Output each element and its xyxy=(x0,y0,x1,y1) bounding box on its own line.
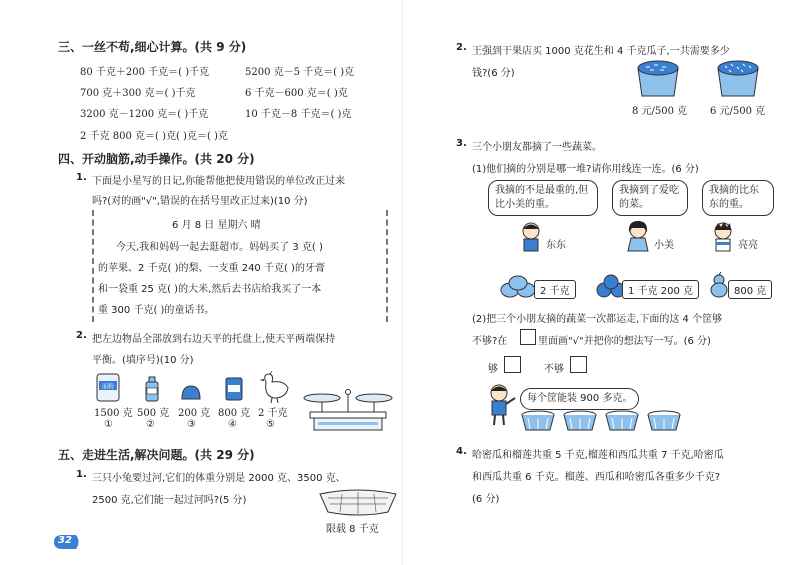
r-q3-part2-line2b: 里面画"√"并把你的想法写一写。(6 分) xyxy=(538,336,711,347)
item-2-weight: 500 克 xyxy=(137,408,170,419)
item-5-weight: 2 千克 xyxy=(258,408,288,419)
inline-checkbox-example xyxy=(520,329,536,345)
item-4-weight: 800 克 xyxy=(218,408,251,419)
pumpkin-pile-icon xyxy=(500,274,536,302)
item-3-weight: 200 克 xyxy=(178,408,211,419)
q5-1-number: 1. xyxy=(76,469,87,480)
boy-liangliang-icon xyxy=(712,222,734,256)
calc-row-1-a: 80 千克＋200 千克＝( )千克 xyxy=(80,67,210,78)
diary-line-3: 和一袋重 25 克( )的大米,然后去书店给我买了一本 xyxy=(98,284,322,295)
bubble-xiaomei: 我摘到了爱吃的菜。 xyxy=(612,180,688,216)
section-4-title: 四、开动脑筋,动手操作。(共 20 分) xyxy=(58,152,255,166)
bottle-icon xyxy=(144,376,160,406)
bubble-liangliang: 我摘的比东东的重。 xyxy=(702,180,774,216)
calc-row-2-b: 6 千克－600 克＝( )克 xyxy=(245,88,348,99)
kid-dongdong: 东东 xyxy=(546,240,566,251)
q4-1-text-line1: 下面是小星写的日记,你能帮他把使用错误的单位改正过来 xyxy=(92,176,346,187)
gourd-icon xyxy=(708,272,730,302)
item-3-number: ③ xyxy=(187,419,196,430)
peanut-price: 8 元/500 克 xyxy=(632,106,688,117)
enough-label: 够 xyxy=(488,364,498,375)
r-q4-text-line2: 和西瓜共重 6 千克。榴莲、西瓜和哈密瓜各重多少千克? xyxy=(472,472,721,483)
diary-header: 6 月 8 日 星期六 晴 xyxy=(172,220,261,231)
r-q4-text-line3: (6 分) xyxy=(472,494,500,505)
peanut-bowl-icon xyxy=(636,58,680,102)
page-number-badge xyxy=(52,533,82,551)
enough-checkbox[interactable] xyxy=(504,356,521,373)
can-icon xyxy=(224,376,244,406)
r-q3-part2-line2a: 不够?在 xyxy=(472,336,508,347)
balance-scale-icon xyxy=(300,380,396,438)
r-q3-part2-line1: (2)把三个小朋友摘的蔬菜一次都运走,下面的这 4 个筐够 xyxy=(472,314,723,325)
flour-bag-icon xyxy=(96,372,120,406)
not-enough-label: 不够 xyxy=(544,364,564,375)
boat-icon xyxy=(318,484,398,522)
page-number: 32 xyxy=(58,535,72,546)
item-1-weight: 1500 克 xyxy=(94,408,133,419)
girl-xiaomei-icon xyxy=(626,220,650,256)
bun-icon xyxy=(181,383,201,405)
basket-speech: 每个筐能装 900 多克。 xyxy=(520,388,639,410)
basket-3-icon xyxy=(604,410,640,436)
basket-4-icon xyxy=(646,410,682,436)
seed-price: 6 元/500 克 xyxy=(710,106,766,117)
q4-1-text-line2: 吗?(对的画"√",错误的在括号里改正过来)(10 分) xyxy=(92,196,308,207)
boat-limit-label: 限载 8 千克 xyxy=(326,524,379,535)
diary-line-2: 的苹果、2 千克( )的梨、一支重 240 千克( )的牙膏 xyxy=(98,263,325,274)
kid-xiaomei: 小美 xyxy=(654,240,674,251)
chicken-icon xyxy=(258,370,292,408)
section-5-title: 五、走进生活,解决问题。(共 29 分) xyxy=(58,448,255,462)
seed-bowl-icon xyxy=(716,58,760,102)
r-q4-text-line1: 哈密瓜和榴莲共重 5 千克,榴莲和西瓜共重 7 千克,哈密瓜 xyxy=(472,450,724,461)
r-q3-number: 3. xyxy=(456,138,467,149)
flour-bag-label: 面粉 xyxy=(101,383,115,391)
r-q3-part1: (1)他们摘的分别是哪一堆?请你用线连一连。(6 分) xyxy=(472,164,699,175)
r-q2-text-line2: 钱?(6 分) xyxy=(472,68,515,79)
not-enough-checkbox[interactable] xyxy=(570,356,587,373)
calc-row-3-b: 10 千克－8 千克＝( )克 xyxy=(245,109,352,120)
item-5-number: ⑤ xyxy=(266,419,275,430)
item-4-number: ④ xyxy=(228,419,237,430)
r-q2-number: 2. xyxy=(456,42,467,53)
q4-1-number: 1. xyxy=(76,172,87,183)
r-q3-title: 三个小朋友都摘了一些蔬菜。 xyxy=(472,142,602,153)
q4-2-number: 2. xyxy=(76,330,87,341)
page-gutter xyxy=(402,0,403,565)
r-q4-number: 4. xyxy=(456,446,467,457)
bubble-dongdong: 我摘的不是最重的,但比小美的重。 xyxy=(488,180,598,216)
veg-weight-1: 2 千克 xyxy=(534,280,576,299)
basket-1-icon xyxy=(520,410,556,436)
item-2-number: ② xyxy=(146,419,155,430)
kid-liangliang: 亮亮 xyxy=(738,240,758,251)
calc-row-4: 2 千克 800 克＝( )克( )克＝( )克 xyxy=(80,131,228,142)
boy-dongdong-icon xyxy=(520,222,542,256)
q4-2-text-line1: 把左边物品全部放到右边天平的托盘上,使天平两端保持 xyxy=(92,334,336,345)
diary-line-4: 重 300 千克( )的童话书。 xyxy=(98,305,215,316)
boy-pointing-icon xyxy=(486,384,516,430)
calc-row-2-a: 700 克＋300 克＝( )千克 xyxy=(80,88,196,99)
section-3-title: 三、一丝不苟,细心计算。(共 9 分) xyxy=(58,40,247,54)
calc-row-3-a: 3200 克－1200 克＝( )千克 xyxy=(80,109,209,120)
veg-weight-2: 1 千克 200 克 xyxy=(622,280,699,299)
calc-row-1-b: 5200 克－5 千克＝( )克 xyxy=(245,67,355,78)
q5-1-text-line1: 三只小兔要过河,它们的体重分别是 2000 克、3500 克、 xyxy=(92,473,346,484)
r-q2-text-line1: 王强到干果店买 1000 克花生和 4 千克瓜子,一共需要多少 xyxy=(472,46,730,57)
item-1-number: ① xyxy=(104,419,113,430)
diary-line-1: 今天,我和妈妈一起去逛超市。妈妈买了 3 克( ) xyxy=(116,242,323,253)
q4-2-text-line2: 平衡。(填序号)(10 分) xyxy=(92,355,194,366)
basket-2-icon xyxy=(562,410,598,436)
veg-weight-3: 800 克 xyxy=(728,280,772,299)
q5-1-text-line2: 2500 克,它们能一起过河吗?(5 分) xyxy=(92,495,247,506)
